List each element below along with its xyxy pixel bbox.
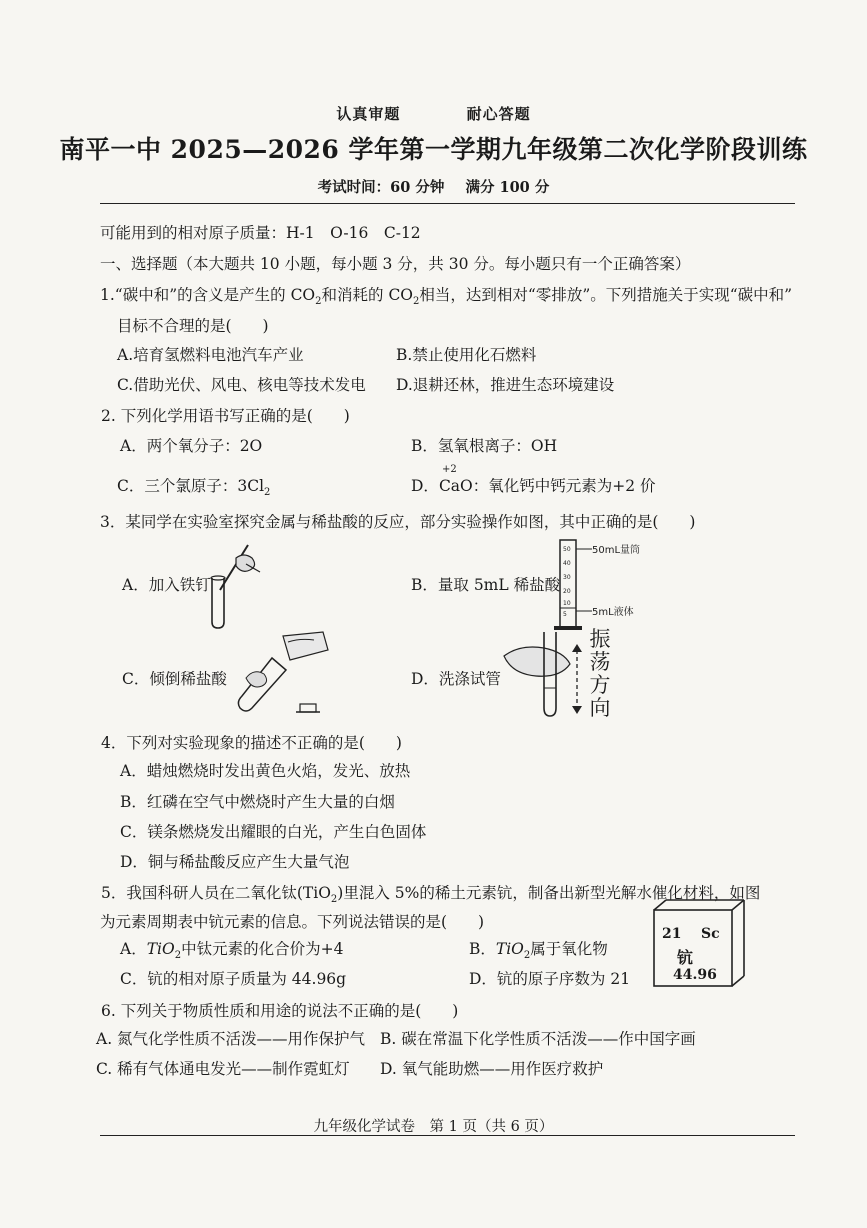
q5-option-b[interactable] bbox=[469, 937, 608, 959]
q1-option-b[interactable]: B.禁止使用化石燃料 bbox=[396, 346, 537, 364]
shake-char: 荡 bbox=[589, 650, 611, 674]
q2-stem: 2. 下列化学用语书写正确的是( ) bbox=[101, 407, 350, 425]
q2-option-c[interactable] bbox=[117, 474, 270, 496]
shake-char: 向 bbox=[589, 696, 611, 720]
motto bbox=[0, 103, 867, 124]
q6-option-d[interactable]: D. 氧气能助燃——用作医疗救护 bbox=[380, 1060, 604, 1078]
page-title: 南平一中 2025—2026 学年第一学期九年级第二次化学阶段训练 bbox=[59, 135, 808, 164]
q1-stem-part: 相当，达到相对“零排放”。下列措施关于实现“碳中和” bbox=[419, 286, 793, 304]
cylinder-tick: 20 bbox=[563, 588, 571, 595]
charge-superscript: +2 bbox=[441, 464, 457, 475]
q5-stem-part: )里混入 5%的稀土元素钪，制备出新型光解水催化材料，如图 bbox=[337, 884, 761, 902]
add-nail-illustration bbox=[200, 540, 265, 630]
shake-char: 方 bbox=[589, 673, 611, 697]
q5-option-b-text: 属于氧化物 bbox=[530, 940, 608, 958]
cylinder-tick: 50 bbox=[563, 546, 571, 553]
q6-option-b[interactable]: B. 碳在常温下化学性质不活泼——作中国字画 bbox=[380, 1030, 696, 1048]
graduated-cylinder-illustration bbox=[554, 536, 654, 636]
q3-option-c[interactable]: C．倾倒稀盐酸 bbox=[122, 670, 227, 688]
q4-option-a[interactable]: A．蜡烛燃烧时发出黄色火焰，发光、放热 bbox=[120, 762, 411, 780]
q1-option-a[interactable]: A.培育氢燃料电池汽车产业 bbox=[117, 346, 304, 364]
q6-option-a[interactable]: A. 氮气化学性质不活泼——用作保护气 bbox=[96, 1030, 366, 1048]
pouring-acid-illustration bbox=[228, 630, 338, 720]
q5-option-d[interactable]: D．钪的原子序数为 21 bbox=[469, 970, 631, 988]
header-divider bbox=[100, 203, 795, 204]
q1-subscript: 2 bbox=[315, 296, 322, 307]
section-heading: 一、选择题（本大题共 10 小题，每小题 3 分，共 30 分。每小题只有一个正确答案） bbox=[100, 255, 691, 273]
q5-option-b-formula: TiO bbox=[495, 940, 524, 958]
q5-option-c[interactable]: C．钪的相对原子质量为 44.96g bbox=[120, 970, 347, 988]
atomic-masses: 可能用到的相对原子质量：H-1 O-16 C-12 bbox=[100, 224, 421, 242]
q2-option-d-text: ：氧化钙中钙元素为+2 价 bbox=[472, 477, 656, 495]
q1-stem-part: 和消耗的 CO bbox=[321, 286, 414, 304]
q4-stem: 4．下列对实验现象的描述不正确的是( ) bbox=[101, 734, 402, 752]
washing-tube-illustration bbox=[500, 632, 580, 722]
cylinder-label: 50mL量筒 bbox=[592, 545, 641, 556]
q2-option-c-subscript: 2 bbox=[264, 487, 271, 498]
q2-option-d-formula: CaO bbox=[438, 477, 473, 495]
q5-stem-part: 5．我国科研人员在二氧化钛(TiO bbox=[101, 884, 331, 902]
element-atomic-number: 21 bbox=[662, 926, 682, 942]
shake-direction-label bbox=[588, 628, 612, 720]
q5-option-a-formula: TiO bbox=[146, 940, 175, 958]
full-score: 满分 100 分 bbox=[465, 179, 550, 196]
motto-left: 认真审题 bbox=[336, 105, 401, 123]
q1-option-c[interactable]: C.借助光伏、风电、核电等技术发电 bbox=[117, 376, 366, 394]
cylinder-tick: 30 bbox=[563, 574, 571, 581]
q1-option-d[interactable]: D.退耕还林，推进生态环境建设 bbox=[396, 376, 615, 394]
q5-option-a-label: A． bbox=[120, 940, 147, 958]
q2-option-d[interactable] bbox=[411, 464, 656, 496]
q2-option-a[interactable]: A．两个氧分子：2O bbox=[120, 437, 263, 455]
q3-option-a[interactable]: A．加入铁钉 bbox=[122, 576, 211, 594]
q1-stem bbox=[100, 283, 792, 305]
q6-stem: 6. 下列关于物质性质和用途的说法不正确的是( ) bbox=[101, 1002, 459, 1020]
cylinder-tick: 40 bbox=[563, 560, 571, 567]
footer-divider bbox=[100, 1135, 795, 1136]
q2-option-b[interactable]: B．氢氧根离子：OH bbox=[411, 437, 558, 455]
exam-time: 考试时间：60 分钟 bbox=[317, 179, 445, 196]
cylinder-tick: 10 bbox=[563, 600, 571, 607]
q2-option-d-label: D． bbox=[411, 477, 439, 495]
q3-option-d[interactable]: D．洗涤试管 bbox=[411, 670, 501, 688]
shake-char: 振 bbox=[589, 627, 611, 651]
q5-option-a-text: 中钛元素的化合价为+4 bbox=[181, 940, 344, 958]
q6-option-c[interactable]: C. 稀有气体通电发光——制作霓虹灯 bbox=[96, 1060, 350, 1078]
q5-option-b-label: B． bbox=[469, 940, 496, 958]
motto-right: 耐心答题 bbox=[466, 105, 531, 123]
q3-option-b[interactable]: B．量取 5mL 稀盐酸 bbox=[411, 576, 561, 594]
exam-info bbox=[0, 176, 867, 197]
shake-direction-arrow-icon bbox=[570, 644, 584, 714]
q2-option-c-text: C．三个氯原子：3Cl bbox=[117, 477, 265, 495]
element-mass: 44.96 bbox=[673, 967, 717, 983]
q5-option-a[interactable] bbox=[120, 937, 343, 959]
cylinder-tick: 5 bbox=[563, 611, 567, 618]
q1-stem-part: 1.“碳中和”的含义是产生的 CO bbox=[100, 286, 316, 304]
q4-option-d[interactable]: D．铜与稀盐酸反应产生大量气泡 bbox=[120, 853, 350, 871]
q1-subscript: 2 bbox=[413, 296, 420, 307]
q1-stem-line2: 目标不合理的是( ) bbox=[117, 317, 269, 335]
q5-stem-line2: 为元素周期表中钪元素的信息。下列说法错误的是( ) bbox=[100, 913, 485, 931]
q5-option-b-subscript: 2 bbox=[523, 950, 531, 961]
q4-option-c[interactable]: C．镁条燃烧发出耀眼的白光，产生白色固体 bbox=[120, 823, 427, 841]
element-name: 钪 bbox=[677, 948, 694, 967]
q4-option-b[interactable]: B．红磷在空气中燃烧时产生大量的白烟 bbox=[120, 793, 395, 811]
page-footer: 九年级化学试卷 第 1 页（共 6 页） bbox=[313, 1119, 554, 1135]
q5-subscript: 2 bbox=[330, 894, 338, 905]
q5-option-a-subscript: 2 bbox=[174, 950, 182, 961]
q3-stem: 3．某同学在实验室探究金属与稀盐酸的反应，部分实验操作如图，其中正确的是( ) bbox=[100, 513, 696, 531]
liquid-label: 5mL液体 bbox=[592, 607, 634, 618]
element-symbol: Sc bbox=[701, 926, 720, 942]
